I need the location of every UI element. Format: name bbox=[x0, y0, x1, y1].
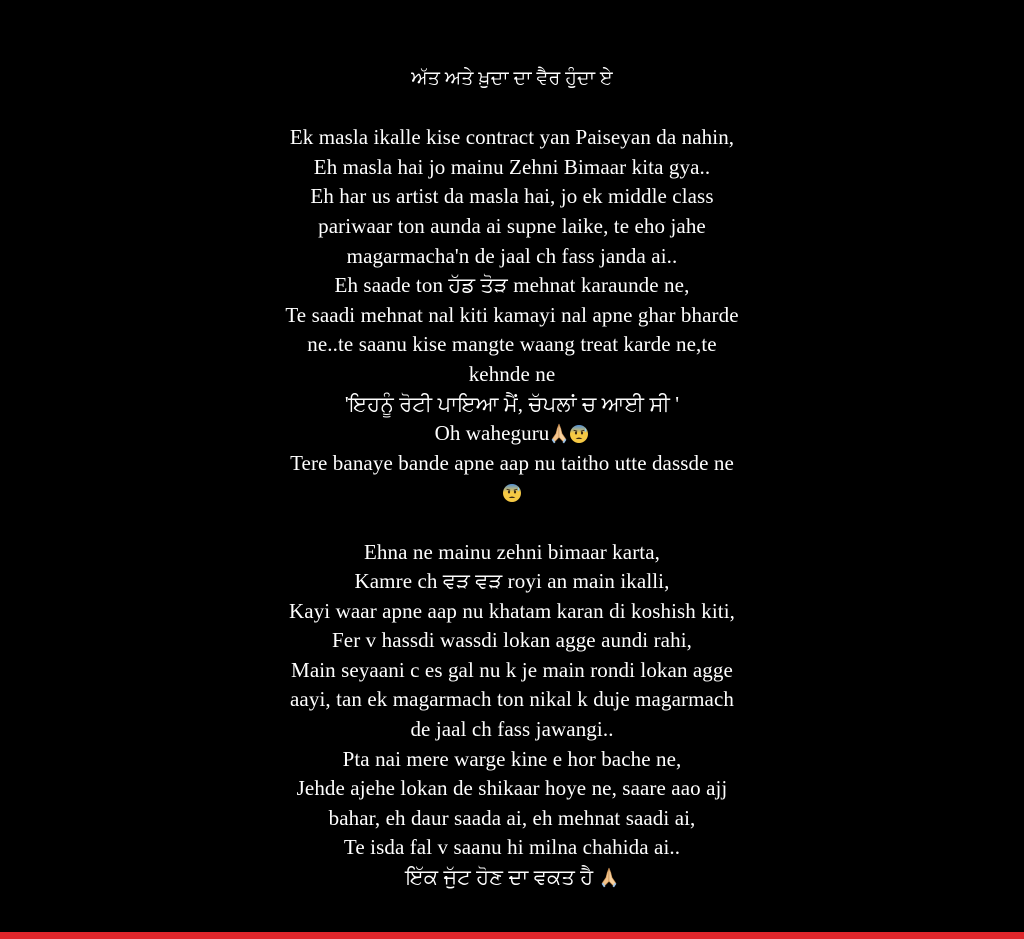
text-line: Main seyaani c es gal nu k je main rondi lokan agge bbox=[291, 657, 733, 682]
waheguru-text: Oh waheguru bbox=[434, 421, 550, 446]
emoji-line bbox=[112, 478, 912, 508]
anxious-face-icon bbox=[502, 481, 522, 503]
text-line: Pta nai mere warge kine e hor bache ne, bbox=[342, 746, 682, 771]
text-line: Fer v hassdi wassdi lokan agge aundi rahi, bbox=[332, 628, 692, 653]
text-line: de jaal ch fass jawangi.. bbox=[410, 717, 614, 742]
text-line: 'ਇਹਨੂੰ ਰੋਟੀ ਪਾਇਆ ਮੈਂ, ਚੱਪਲਾਂ ਚ ਆਈ ਸੀ ' bbox=[344, 391, 680, 416]
paragraph-2 bbox=[112, 538, 912, 864]
spacer bbox=[112, 508, 912, 538]
spacer bbox=[112, 94, 912, 124]
praying-hands-icon bbox=[599, 866, 619, 888]
paragraph-1 bbox=[112, 123, 912, 419]
text-line: Te isda fal v saanu hi milna chahida ai.. bbox=[343, 835, 681, 860]
praying-hands-icon bbox=[549, 422, 569, 444]
banaye-line: Tere banaye bande apne aap nu taitho utte dassde ne bbox=[290, 450, 734, 475]
text-line: pariwaar ton aunda ai supne laike, te eho jahe bbox=[318, 213, 706, 238]
closing-text: ਇੱਕ ਜੁੱਟ ਹੋਣ ਦਾ ਵਕਤ ਹੈ bbox=[405, 865, 594, 890]
text-line: ne..te saanu kise mangte waang treat karde ne,te bbox=[307, 332, 717, 357]
text-line: Eh masla hai jo mainu Zehni Bimaar kita gya.. bbox=[313, 154, 711, 179]
text-line: Kamre ch ਵੜ ਵੜ royi an main ikalli, bbox=[354, 569, 670, 594]
text-line: Ehna ne mainu zehni bimaar karta, bbox=[363, 539, 660, 564]
post-text bbox=[112, 64, 912, 893]
text-line: bahar, eh daur saada ai, eh mehnat saadi ai, bbox=[328, 805, 696, 830]
bottom-accent-bar bbox=[0, 932, 1024, 939]
closing-line bbox=[112, 863, 912, 893]
anxious-face-icon bbox=[569, 422, 589, 444]
text-line: Kayi waar apne aap nu khatam karan di koshish kiti, bbox=[289, 598, 735, 623]
text-line: kehnde ne bbox=[468, 361, 556, 386]
text-line: aayi, tan ek magarmach ton nikal k duje magarmach bbox=[290, 687, 734, 712]
waheguru-line bbox=[112, 419, 912, 449]
text-line: magarmacha'n de jaal ch fass janda ai.. bbox=[346, 243, 678, 268]
post-title: ਅੱਤ ਅਤੇ ਖ਼ੁਦਾ ਦਾ ਵੈਰ ਹੁੰਦਾ ਏ bbox=[411, 68, 613, 89]
text-line: Eh har us artist da masla hai, jo ek middle class bbox=[310, 184, 714, 209]
text-line: Eh saade ton ਹੱਡ ਤੋੜ mehnat karaunde ne, bbox=[334, 273, 690, 298]
text-line: Te saadi mehnat nal kiti kamayi nal apne ghar bharde bbox=[285, 302, 739, 327]
text-line: Ek masla ikalle kise contract yan Paiseyan da nahin, bbox=[289, 125, 735, 150]
text-line: Jehde ajehe lokan de shikaar hoye ne, saare aao ajj bbox=[296, 776, 728, 801]
